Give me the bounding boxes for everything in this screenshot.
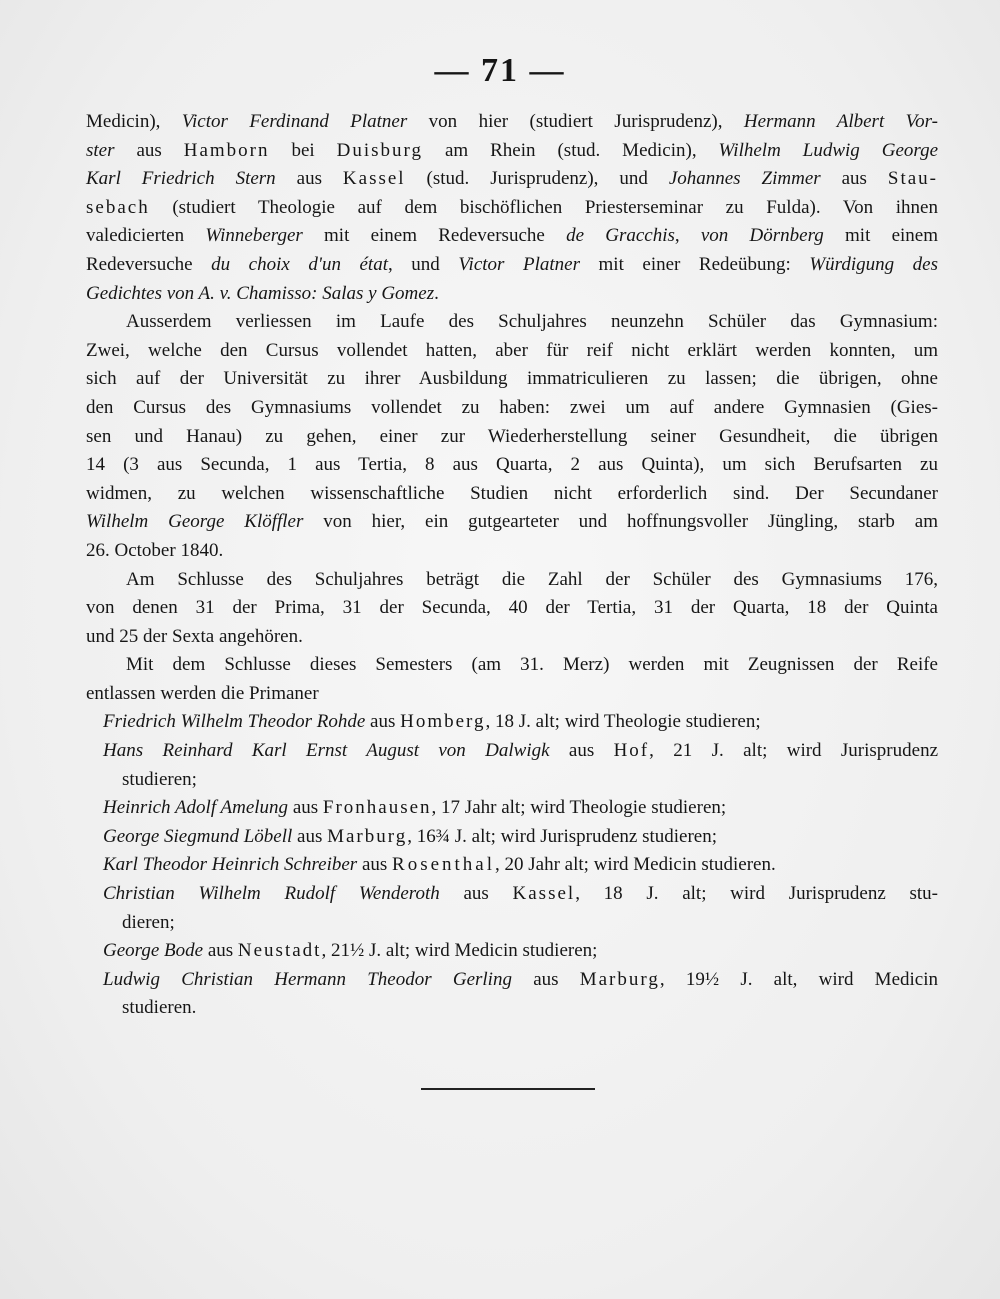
list-item-continuation: dieren; — [122, 911, 175, 933]
place-name: Kassel — [342, 168, 406, 190]
list-item — [86, 880, 938, 909]
text-line: Mit dem Schlusse dieses Semesters (am 31. Merz) werden mit Zeugnissen der Reife — [126, 654, 938, 676]
text-run: aus — [292, 825, 328, 847]
list-item — [86, 823, 938, 852]
text-run: . — [434, 282, 439, 304]
text-line — [86, 194, 938, 223]
text-run: mit einem Redeversuche — [302, 225, 567, 247]
place-name: Marburg — [327, 825, 408, 847]
text-run: aus — [357, 854, 393, 876]
graduate-name: George Siegmund Löbell — [103, 825, 293, 847]
text-run: bei — [269, 139, 337, 161]
text-run: aus — [275, 168, 343, 190]
italic-name: Wilhelm George Klöffler — [86, 511, 304, 533]
text-line: widmen, zu welchen wissenschaftliche Studien nicht erforderlich sind. Der Secundaner — [86, 482, 938, 504]
list-item-continuation: studieren. — [122, 997, 197, 1019]
text-run: aus — [549, 740, 614, 762]
text-run: valedicierten — [86, 225, 206, 247]
text-run: von hier (studiert Jurisprudenz), — [407, 111, 744, 132]
italic-name: Wilhelm Ludwig George — [718, 139, 938, 161]
place-name: Neustadt — [237, 940, 322, 962]
text-run: aus — [288, 797, 323, 819]
text-line: von denen 31 der Prima, 31 der Secunda, 40 der Tertia, 31 der Quarta, 18 der Quinta — [86, 597, 938, 619]
italic-name: Johannes Zimmer — [668, 168, 821, 190]
text-run: Redeversuche — [86, 253, 212, 275]
text-run: aus — [365, 711, 401, 733]
place-name: Rosenthal — [392, 854, 496, 876]
text-line — [86, 280, 938, 309]
place-name: Homberg — [400, 711, 486, 733]
list-item — [86, 966, 938, 995]
text-line: Zwei, welche den Cursus vollendet hatten, aber für reif nicht erklärt werden konnten, um — [86, 339, 938, 361]
text-run: mit einer Redeübung: — [579, 253, 810, 275]
italic-name: Winneberger — [205, 225, 303, 247]
text-run: , 18 J. alt; wird Theologie studieren; — [485, 711, 761, 733]
text-line: sich auf der Universität zu ihrer Ausbildung immatriculieren zu lassen; die übrigen, ohne — [86, 368, 938, 390]
graduate-name: Ludwig Christian Hermann Theodor Gerling — [103, 968, 512, 990]
italic-name: ster — [86, 139, 115, 161]
text-run: (studiert Theologie auf dem bischöflichen Priesterseminar zu Fulda). Von ihnen — [149, 196, 938, 218]
page-number: — 71 — — [434, 52, 566, 89]
italic-name: von Dörnberg — [700, 225, 824, 247]
italic-name: Victor Platner — [458, 253, 580, 275]
place-name: Kassel — [512, 883, 576, 905]
text-run: , 18 J. alt; wird Jurisprudenz stu- — [575, 883, 939, 905]
text-line — [86, 222, 938, 251]
text-line: 14 (3 aus Secunda, 1 aus Tertia, 8 aus Quarta, 2 aus Quinta), um sich Berufsarten zu — [86, 454, 938, 476]
text-line — [86, 508, 938, 537]
graduate-list — [86, 708, 938, 1023]
list-item — [86, 737, 938, 766]
closing-rule — [421, 1088, 595, 1090]
text-run: mit einem — [823, 225, 939, 247]
text-run: , — [674, 225, 701, 247]
list-item — [86, 937, 938, 966]
list-item-continuation: studieren; — [122, 768, 197, 790]
italic-name: Victor Ferdinand Platner — [181, 111, 408, 132]
text-run: aus — [114, 139, 184, 161]
italic-name: Karl Friedrich Stern — [86, 168, 276, 190]
text-line — [86, 137, 938, 166]
place-name: Hamborn — [183, 139, 270, 161]
list-item — [86, 851, 938, 880]
text-run: , 16¾ J. alt; wird Jurisprudenz studieren; — [407, 825, 718, 847]
graduate-name: Karl Theodor Heinrich Schreiber — [103, 854, 358, 876]
text-run: aus — [439, 883, 513, 905]
text-run: , 17 Jahr alt; wird Theologie studieren; — [431, 797, 727, 819]
text-line: entlassen werden die Primaner — [86, 682, 319, 704]
text-run: , 19½ J. alt, wird Medicin — [659, 968, 938, 990]
place-name: sebach — [86, 196, 150, 218]
text-line: den Cursus des Gymnasiums vollendet zu haben: zwei um auf andere Gymnasien (Gies- — [86, 396, 938, 418]
graduate-name: Christian Wilhelm Rudolf Wenderoth — [103, 883, 440, 905]
place-name: Duisburg — [336, 139, 424, 161]
text-line: Am Schlusse des Schuljahres beträgt die Zahl der Schüler des Gymnasiums 176, — [126, 568, 938, 590]
text-line — [86, 108, 938, 137]
italic-title: Gedichtes von A. v. Chamisso: Salas y Gomez — [86, 282, 435, 304]
place-name: Hof — [613, 740, 650, 762]
text-run: am Rhein (stud. Medicin), — [423, 139, 719, 161]
italic-title: Würdigung des — [809, 253, 938, 275]
text-line: Ausserdem verliessen im Laufe des Schuljahres neunzehn Schüler das Gymnasium: — [126, 311, 938, 333]
body-text — [86, 108, 938, 1023]
graduate-name: George Bode — [103, 940, 204, 962]
graduate-name: Heinrich Adolf Amelung — [103, 797, 289, 819]
text-run: aus — [511, 968, 580, 990]
text-run: (stud. Jurisprudenz), und — [405, 168, 669, 190]
graduate-name: Hans Reinhard Karl Ernst August von Dalwigk — [103, 740, 550, 762]
text-run: aus — [203, 940, 238, 962]
list-item — [86, 794, 938, 823]
place-name: Stau- — [887, 168, 938, 190]
place-name: Fronhausen — [322, 797, 432, 819]
text-run: von hier, ein gutgearteter und hoffnungsvoller Jüngling, starb am — [303, 511, 938, 533]
graduate-name: Friedrich Wilhelm Theodor Rohde — [103, 711, 366, 733]
text-line: und 25 der Sexta angehören. — [86, 625, 303, 647]
text-line — [86, 251, 938, 280]
text-run: Medicin), — [86, 111, 182, 132]
list-item — [86, 708, 938, 737]
text-line: sen und Hanau) zu gehen, einer zur Wiederherstellung seiner Gesundheit, die übrigen — [86, 425, 938, 447]
place-name: Marburg — [579, 968, 660, 990]
text-run: , 21½ J. alt; wird Medicin studieren; — [321, 940, 598, 962]
text-run: , 20 Jahr alt; wird Medicin studieren. — [495, 854, 776, 876]
italic-title: du choix d'un état — [211, 253, 388, 275]
text-line: 26. October 1840. — [86, 539, 224, 561]
italic-title: de Gracchis — [566, 225, 675, 247]
text-run: , 21 J. alt; wird Jurisprudenz — [649, 740, 938, 762]
italic-name: Hermann Albert Vor- — [743, 111, 938, 132]
text-line — [86, 165, 938, 194]
text-run: , und — [387, 253, 459, 275]
text-run: aus — [820, 168, 888, 190]
